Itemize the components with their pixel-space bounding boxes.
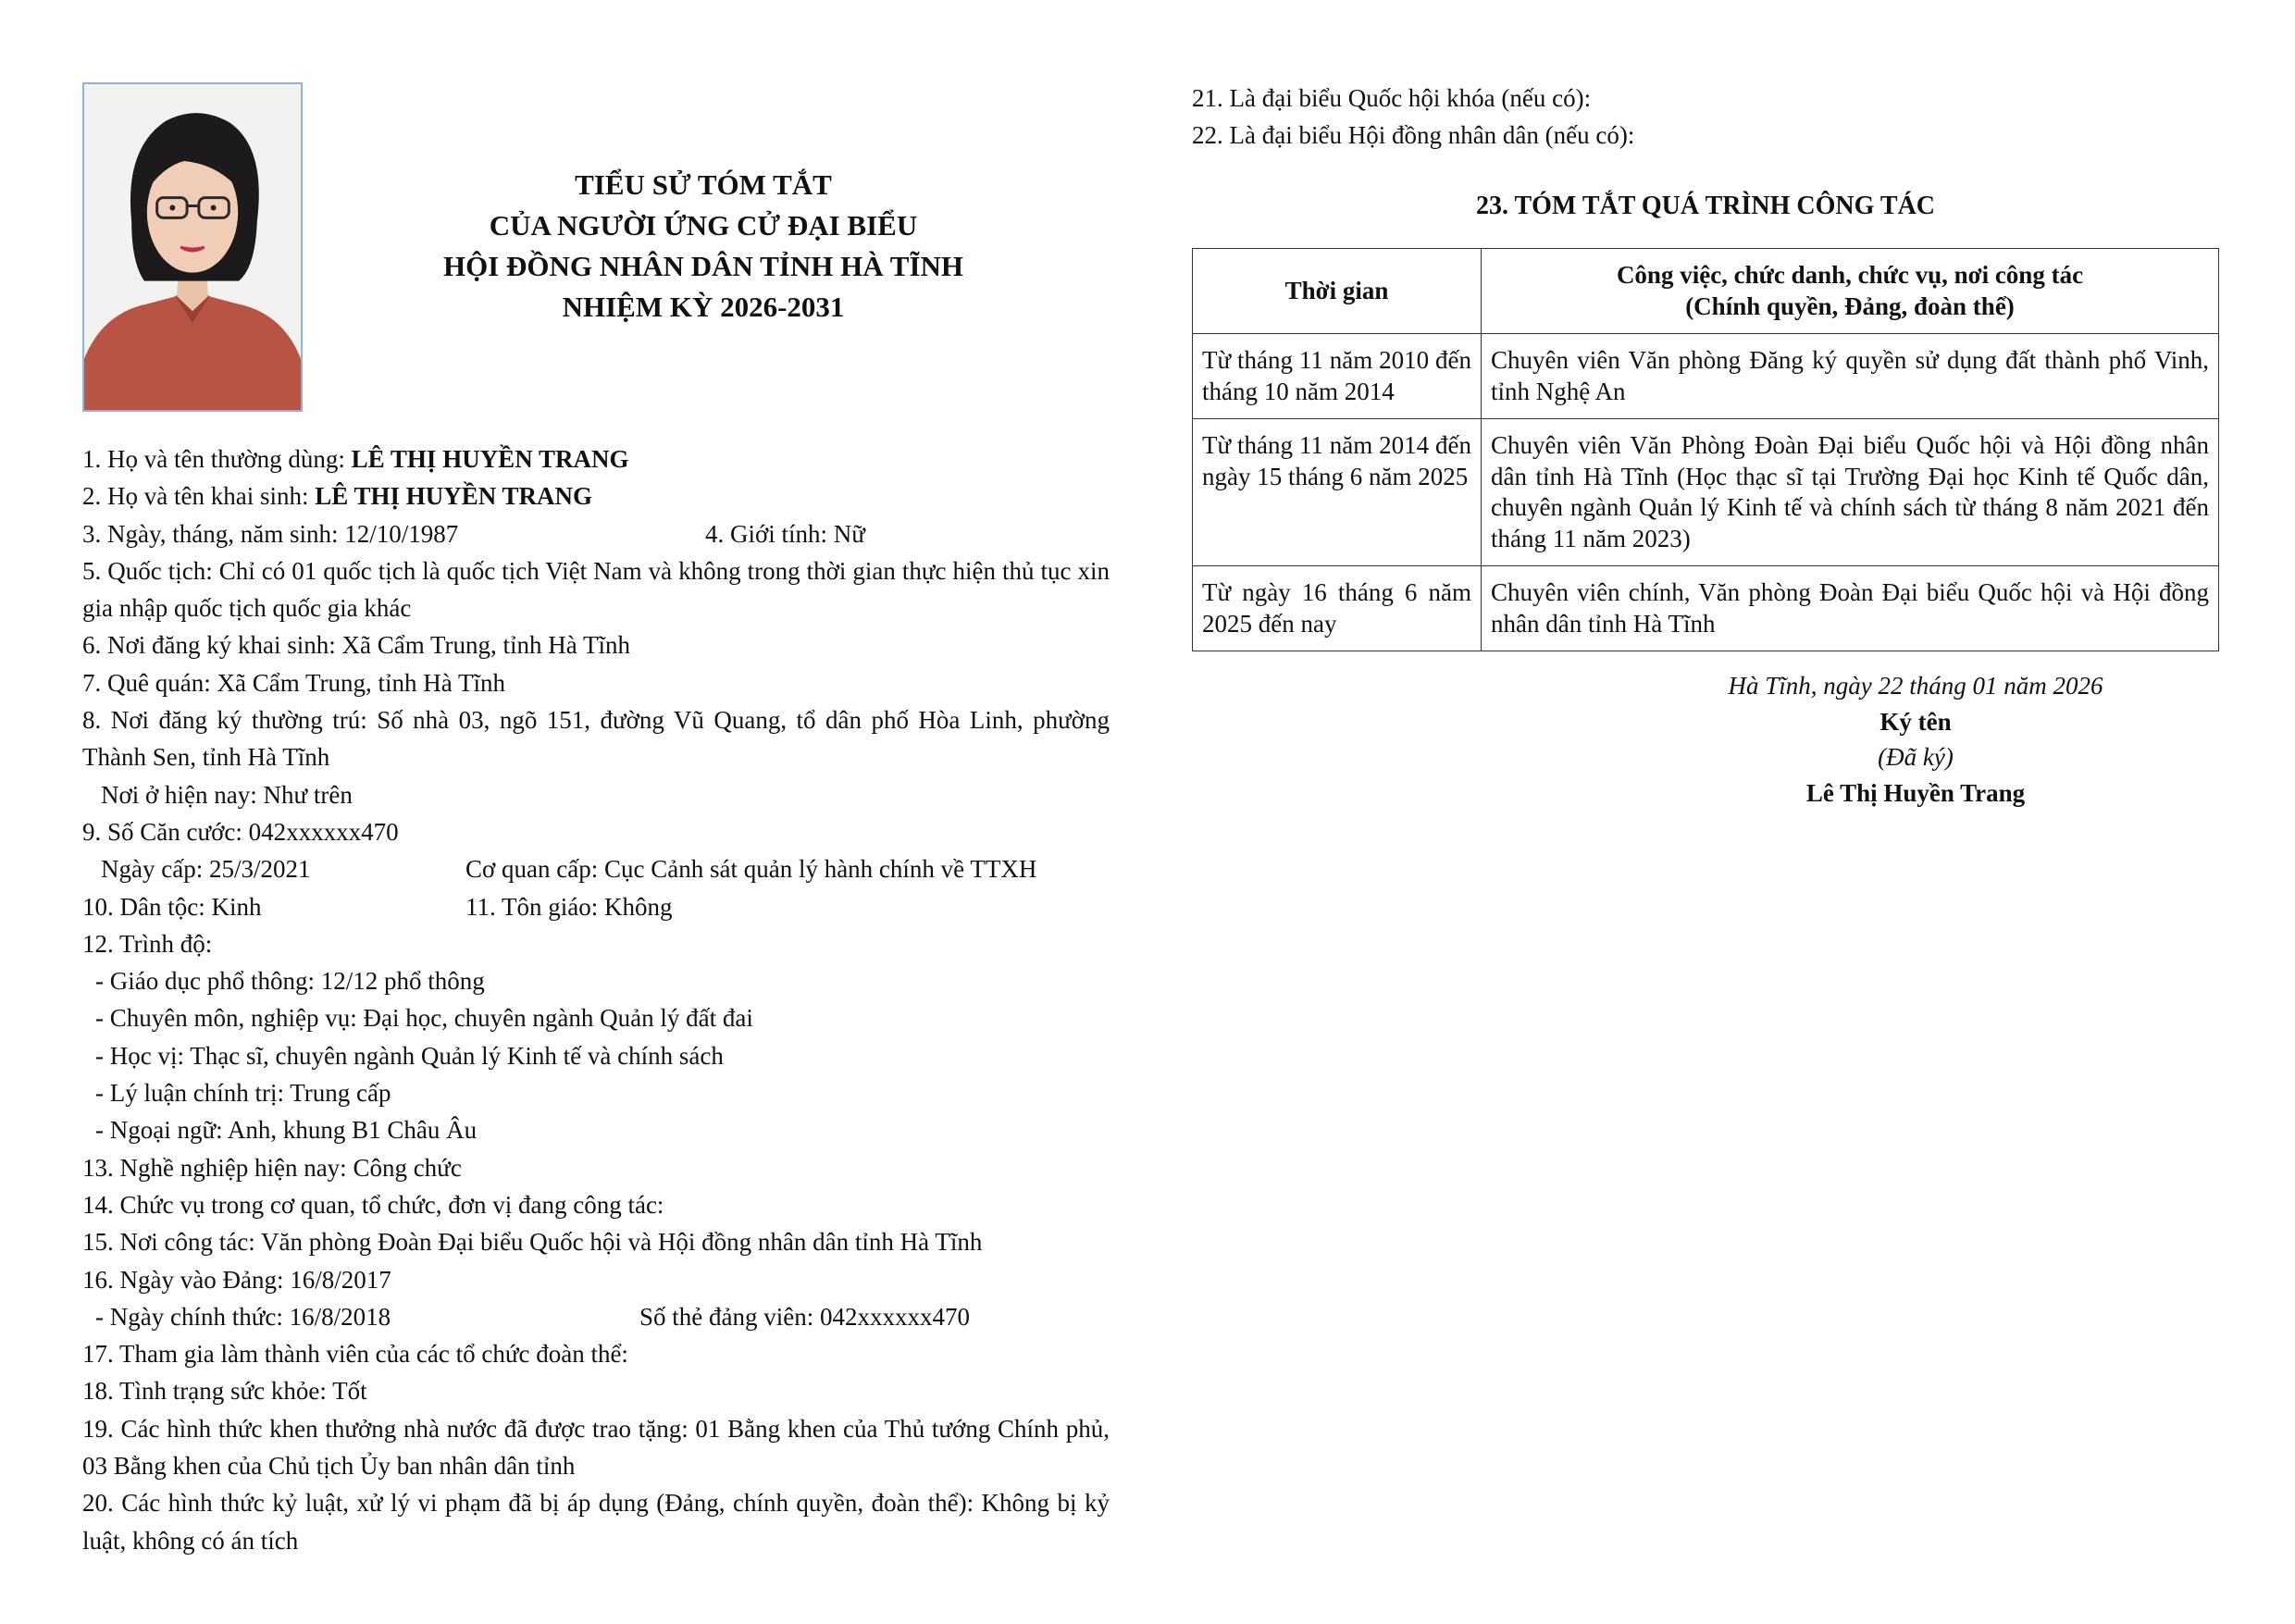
issue-date: Ngày cấp: 25/3/2021 <box>101 855 311 884</box>
bio-item-12: 12. Trình độ: <box>82 929 213 958</box>
bio-item-20: 20. Các hình thức kỷ luật, xử lý vi phạm đã bị áp dụng (Đảng, chính quyền, đoàn thể): Không bị kỷ luật, không có án tích <box>82 1489 1110 1555</box>
table-cell-time: Từ tháng 11 năm 2010 đến tháng 10 năm 2014 <box>1193 334 1482 419</box>
bio-item-17: 17. Tham gia làm thành viên của các tổ chức đoàn thể: <box>82 1340 628 1369</box>
signature-place-date: Hà Tĩnh, ngày 22 tháng 01 năm 2026 <box>1728 672 2103 700</box>
bio-item-15: 15. Nơi công tác: Văn phòng Đoàn Đại biểu Quốc hội và Hội đồng nhân dân tỉnh Hà Tĩnh <box>82 1228 983 1257</box>
education-political: - Lý luận chính trị: Trung cấp <box>95 1079 391 1108</box>
title-line-4: NHIỆM KỲ 2026-2031 <box>562 291 845 323</box>
title-line-2: CỦA NGƯỜI ỨNG CỬ ĐẠI BIỂU <box>489 209 918 242</box>
table-cell-desc: Chuyên viên Văn Phòng Đoàn Đại biểu Quốc hội và Hội đồng nhân dân tỉnh Hà Tĩnh (Học thạc sĩ tại Trường Đại học Kinh tế Quốc dân, chuyên ngành Quản lý Kinh tế và chính sách từ tháng 8 năm 2021 đến tháng 11 năm 2023) <box>1482 419 2219 566</box>
education-language: - Ngoại ngữ: Anh, khung B1 Châu Âu <box>95 1116 478 1145</box>
party-card-number: Số thẻ đảng viên: 042xxxxxx470 <box>639 1302 970 1331</box>
portrait-photo <box>82 82 303 412</box>
bio-item-7: 7. Quê quán: Xã Cẩm Trung, tỉnh Hà Tĩnh <box>82 668 505 697</box>
bio-item-2: 2. Họ và tên khai sinh: LÊ THỊ HUYỀN TRANG <box>82 482 593 511</box>
education-degree: - Học vị: Thạc sĩ, chuyên ngành Quản lý Kinh tế và chính sách <box>95 1041 724 1070</box>
bio-item-13: 13. Nghề nghiệp hiện nay: Công chức <box>82 1153 462 1182</box>
birth-date: 3. Ngày, tháng, năm sinh: 12/10/1987 <box>82 519 459 548</box>
bio-item-9: 9. Số Căn cước: 042xxxxxx470 <box>82 817 399 846</box>
table-header-row <box>1193 249 2219 334</box>
table-row <box>1193 566 2219 651</box>
birth-name-value: LÊ THỊ HUYỀN TRANG <box>315 482 593 511</box>
signature-block <box>1601 668 2230 811</box>
signature-label: Ký tên <box>1879 707 1952 736</box>
bio-item-18: 18. Tình trạng sức khỏe: Tốt <box>82 1377 367 1406</box>
document-title <box>333 165 1073 328</box>
portrait-photo-icon <box>84 84 301 410</box>
bio-item-6: 6. Nơi đăng ký khai sinh: Xã Cẩm Trung, tỉnh Hà Tĩnh <box>82 631 631 660</box>
bio-item-14: 14. Chức vụ trong cơ quan, tổ chức, đơn vị đang công tác: <box>82 1190 664 1219</box>
work-history-table <box>1192 248 2219 651</box>
bio-item-1: 1. Họ và tên thường dùng: LÊ THỊ HUYỀN TRANG <box>82 445 629 473</box>
title-line-3: HỘI ĐỒNG NHÂN DÂN TỈNH HÀ TĨNH <box>442 250 964 282</box>
table-header-time: Thời gian <box>1193 249 1482 334</box>
official-date: - Ngày chính thức: 16/8/2018 <box>95 1302 391 1331</box>
bio-item-9-issue <box>82 850 1110 887</box>
table-row <box>1193 334 2219 419</box>
bio-item-8: 8. Nơi đăng ký thường trú: Số nhà 03, ngõ 151, đường Vũ Quang, tổ dân phố Hòa Linh, phường Thành Sen, tỉnh Hà Tĩnh <box>82 706 1110 772</box>
religion: 11. Tôn giáo: Không <box>465 892 673 921</box>
table-cell-desc: Chuyên viên Văn phòng Đăng ký quyền sử dụng đất thành phố Vinh, tỉnh Nghệ An <box>1482 334 2219 419</box>
bio-item-22: 22. Là đại biểu Hội đồng nhân dân (nếu có): <box>1192 121 1635 150</box>
work-history-title: 23. TÓM TẮT QUÁ TRÌNH CÔNG TÁC <box>1475 192 1936 220</box>
common-name-value: LÊ THỊ HUYỀN TRANG <box>351 445 629 473</box>
bio-item-19: 19. Các hình thức khen thưởng nhà nước đã được trao tặng: 01 Bằng khen của Thủ tướng Chính phủ, 03 Bằng khen của Chủ tịch Ủy ban nhân dân tỉnh <box>82 1414 1110 1481</box>
biography-section <box>82 440 1110 1559</box>
table-cell-time: Từ tháng 11 năm 2014 đến ngày 15 tháng 6 năm 2025 <box>1193 419 1482 566</box>
signer-name: Lê Thị Huyền Trang <box>1805 778 2026 807</box>
delegate-section <box>1192 80 2219 155</box>
table-row <box>1193 419 2219 566</box>
bio-item-21: 21. Là đại biểu Quốc hội khóa (nếu có): <box>1192 84 1592 112</box>
bio-item-3-4 <box>82 515 1110 552</box>
table-cell-time: Từ ngày 16 tháng 6 năm 2025 đến nay <box>1193 566 1482 651</box>
education-professional: - Chuyên môn, nghiệp vụ: Đại học, chuyên ngành Quản lý đất đai <box>95 1004 753 1033</box>
bio-item-10-11 <box>82 888 1110 925</box>
bio-item-5: 5. Quốc tịch: Chỉ có 01 quốc tịch là quốc tịch Việt Nam và không trong thời gian thực hiện thủ tục xin gia nhập quốc tịch quốc gia khác <box>82 556 1110 623</box>
bio-item-16: 16. Ngày vào Đảng: 16/8/2017 <box>82 1265 391 1294</box>
bio-item-16-detail <box>82 1298 1110 1335</box>
ethnicity: 10. Dân tộc: Kinh <box>82 892 262 921</box>
table-header-job: Công việc, chức danh, chức vụ, nơi công tác (Chính quyền, Đảng, đoàn thể) <box>1482 249 2219 334</box>
signature-status: (Đã ký) <box>1878 743 1954 771</box>
title-line-1: TIỂU SỬ TÓM TẮT <box>575 168 832 201</box>
issuing-authority: Cơ quan cấp: Cục Cảnh sát quản lý hành chính về TTXH <box>465 855 1037 884</box>
gender: 4. Giới tính: Nữ <box>705 519 865 548</box>
table-cell-desc: Chuyên viên chính, Văn phòng Đoàn Đại biểu Quốc hội và Hội đồng nhân dân tỉnh Hà Tĩnh <box>1482 566 2219 651</box>
bio-item-8-residence: Nơi ở hiện nay: Như trên <box>101 780 353 809</box>
education-general: - Giáo dục phổ thông: 12/12 phổ thông <box>95 967 485 996</box>
